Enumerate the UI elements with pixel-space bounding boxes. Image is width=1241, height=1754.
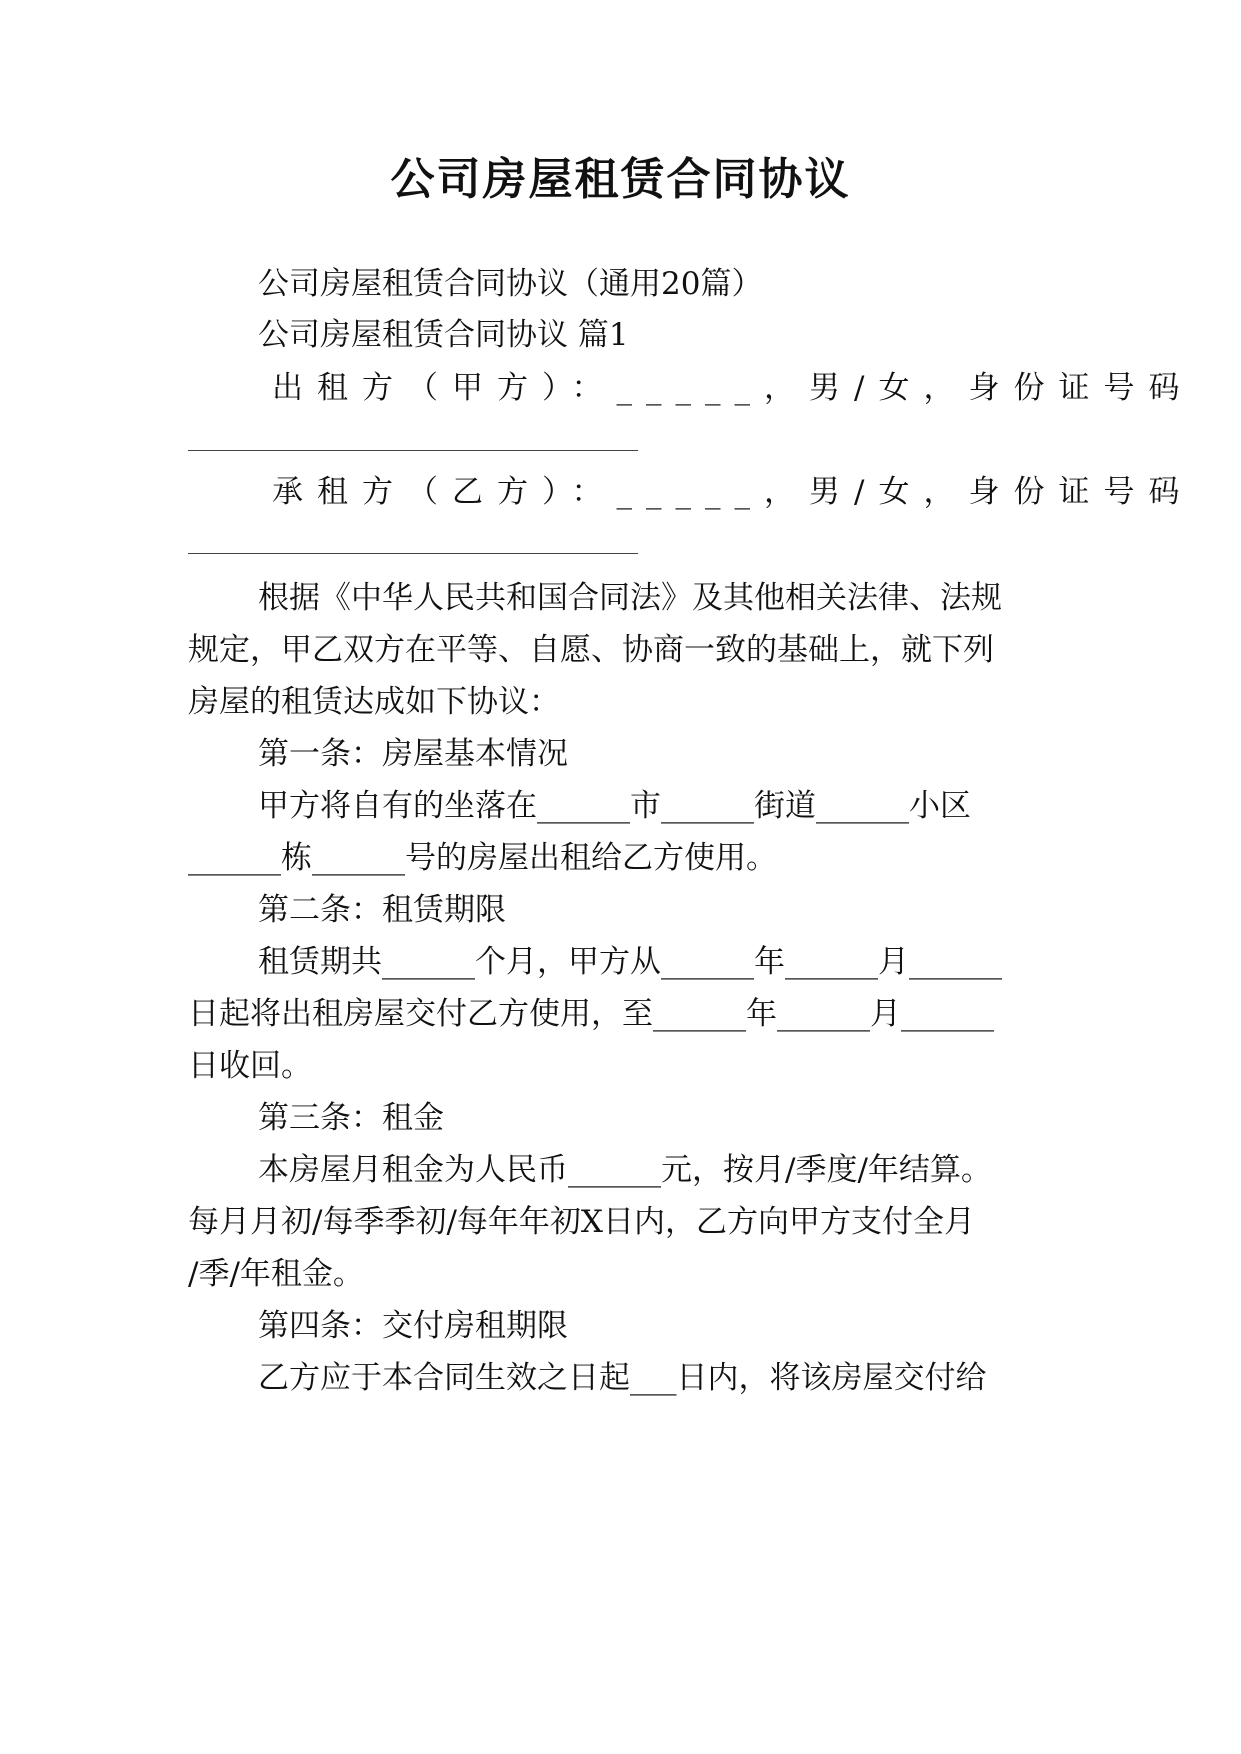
document-title: 公司房屋租赁合同协议 — [390, 154, 851, 205]
body-paragraph-line: ______栋______号的房屋出租给乙方使用。 — [188, 840, 777, 876]
chapter-heading: 公司房屋租赁合同协议 篇1 — [258, 317, 629, 353]
subtitle-line: 公司房屋租赁合同协议（通用20篇） — [258, 266, 763, 302]
lessor-line: 出租方（甲方）：_____，男/女，身份证号码 — [272, 370, 1194, 406]
body-paragraph-line: 甲方将自有的坐落在______市______街道______小区 — [258, 788, 971, 824]
body-paragraph-line: 每月月初/每季季初/每年年初X日内，乙方向甲方支付全月 — [188, 1204, 975, 1240]
lessee-line: 承租方（乙方）：_____，男/女，身份证号码 — [272, 474, 1194, 510]
article-heading: 第二条：租赁期限 — [258, 892, 506, 928]
id-number-blank-lessor — [188, 450, 638, 451]
body-paragraph-line: 本房屋月租金为人民币______元，按月/季度/年结算。 — [258, 1152, 992, 1188]
body-paragraph-line: /季/年租金。 — [188, 1256, 364, 1292]
body-paragraph-line: 租赁期共______个月，甲方从______年______月______ — [258, 944, 1002, 980]
article-heading: 第一条：房屋基本情况 — [258, 736, 568, 772]
body-paragraph-line: 乙方应于本合同生效之日起___日内，将该房屋交付给 — [258, 1360, 987, 1396]
body-paragraph-line: 房屋的租赁达成如下协议： — [188, 684, 560, 720]
body-paragraph-line: 根据《中华人民共和国合同法》及其他相关法律、法规 — [258, 580, 1002, 616]
body-paragraph-line: 规定，甲乙双方在平等、自愿、协商一致的基础上，就下列 — [188, 632, 994, 668]
id-number-blank-lessee — [188, 553, 638, 554]
article-heading: 第三条：租金 — [258, 1100, 444, 1136]
article-heading: 第四条：交付房租期限 — [258, 1308, 568, 1344]
body-paragraph-line: 日起将出租房屋交付乙方使用，至______年______月______ — [188, 996, 994, 1032]
body-paragraph-line: 日收回。 — [188, 1048, 312, 1084]
